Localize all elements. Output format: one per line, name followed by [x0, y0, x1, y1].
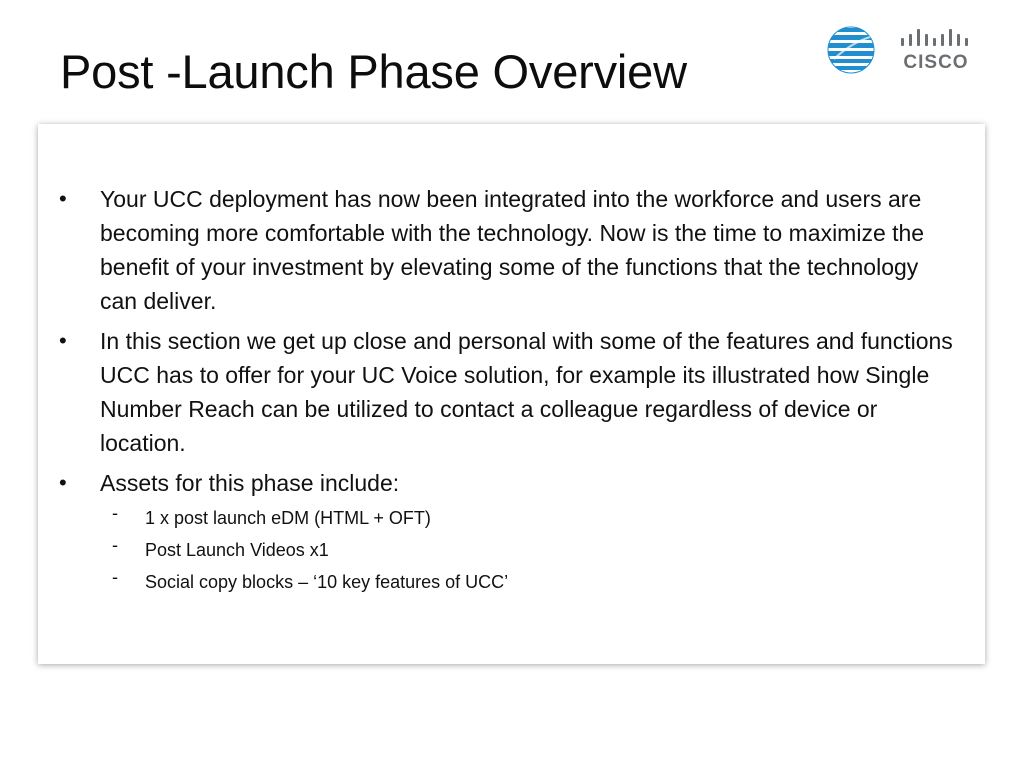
sub-bullet-list	[100, 502, 961, 598]
bullet-item	[38, 466, 985, 598]
sub-bullet-text: 1 x post launch eDM (HTML + OFT)	[145, 508, 431, 528]
sub-bullet-item	[100, 502, 961, 534]
cisco-bridge-icon	[901, 29, 968, 46]
bullet-text: Assets for this phase include:	[100, 470, 400, 496]
sub-bullet-item	[100, 534, 961, 566]
bullet-marker: •	[59, 328, 67, 353]
att-globe-icon	[826, 25, 876, 75]
sub-bullet-item	[100, 566, 961, 598]
cisco-wordmark: CISCO	[903, 52, 969, 72]
sub-bullet-text: Social copy blocks – ‘10 key features of UCC’	[145, 572, 509, 592]
bullet-marker: •	[59, 186, 67, 211]
sub-bullet-text: Post Launch Videos x1	[145, 540, 329, 560]
sub-bullet-marker: -	[112, 503, 118, 523]
slide-title: Post -Launch Phase Overview	[60, 45, 687, 98]
bullet-text: In this section we get up close and personal with some of the features and functions UCC has to offer for your UC Voice solution, for example its illustrated how Single Number Reach can be utilized to contact a colleague regardless of device or location.	[100, 328, 953, 456]
bullet-text: Your UCC deployment has now been integrated into the workforce and users are becoming more comfortable with the technology. Now is the time to maximize the benefit of your investment by elevating some of the functions that the technology can deliver.	[100, 186, 925, 314]
bullet-marker: •	[59, 470, 67, 495]
bullet-list	[38, 182, 985, 604]
content-box	[38, 124, 985, 664]
bullet-item	[38, 324, 985, 460]
cisco-logo	[898, 26, 978, 72]
sub-bullet-marker: -	[112, 567, 118, 587]
bullet-item	[38, 182, 985, 318]
sub-bullet-marker: -	[112, 535, 118, 555]
